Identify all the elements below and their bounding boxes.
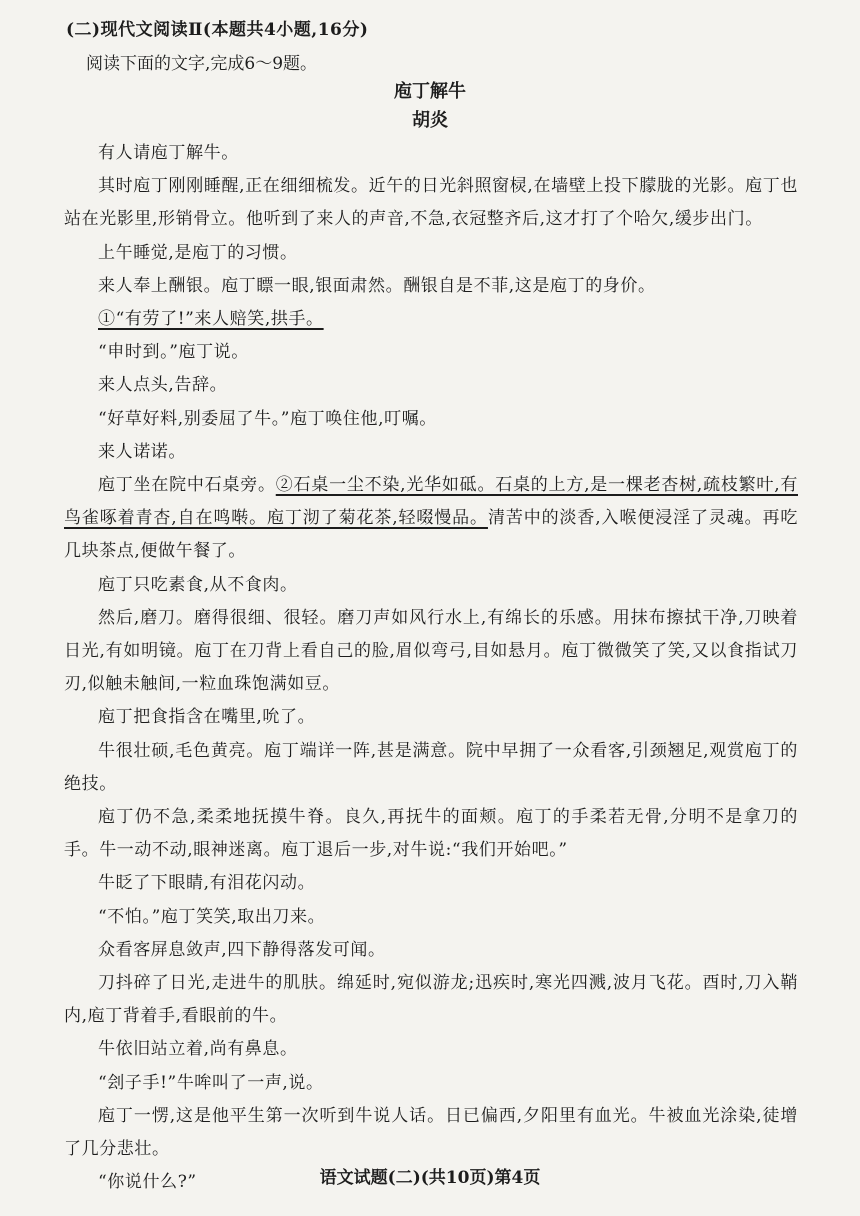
paragraph: 其时庖丁刚刚睡醒,正在细细梳发。近午的日光斜照窗棂,在墙壁上投下朦胧的光影。庖丁也站在光影里,形销骨立。他听到了来人的声音,不急,衣冠整齐后,这才打了个哈欠,缓步出门。 [64, 176, 798, 230]
paragraph: 庖丁一愣,这是他平生第一次听到牛说人话。日已偏西,夕阳里有血光。牛被血光涂染,徒增了几分悲壮。 [64, 1105, 798, 1160]
paragraph: 来人诺诺。 [98, 441, 186, 462]
paragraph: 有人请庖丁解牛。 [98, 143, 239, 163]
paragraph: 牛依旧站立着,尚有鼻息。 [98, 1039, 298, 1060]
paragraph: 众看客屏息敛声,四下静得落发可闻。 [98, 939, 386, 960]
paragraph: 上午睡觉,是庖丁的习惯。 [98, 242, 298, 263]
paragraph-marked-2 [64, 469, 798, 569]
paragraph: “好草好料,别委屈了牛。”庖丁唤住他,叮嘱。 [98, 408, 437, 429]
article-title: 庖丁解牛 [394, 81, 466, 102]
underlined-sentence-1: ①“有劳了!”来人赔笑,拱手。 [98, 309, 324, 330]
paragraph: 庖丁只吃素食,从不食肉。 [98, 574, 298, 595]
paragraph: 庖丁把食指含在嘴里,吮了。 [98, 707, 316, 728]
paragraph: 来人点头,告辞。 [98, 375, 228, 396]
article-body [64, 137, 798, 1200]
paragraph: 牛眨了下眼睛,有泪花闪动。 [98, 873, 316, 894]
paragraph: 牛很壮硕,毛色黄亮。庖丁端详一阵,甚是满意。院中早拥了一众看客,引颈翘足,观赏庖丁的绝技。 [64, 740, 798, 794]
paragraph: 来人奉上酬银。庖丁瞟一眼,银面肃然。酬银自是不菲,这是庖丁的身价。 [98, 275, 656, 296]
paragraph: “申时到。”庖丁说。 [98, 342, 249, 363]
paragraph-marked-1 [64, 303, 798, 336]
reading-instruction: 阅读下面的文字,完成6～9题。 [86, 54, 318, 74]
article-author: 胡炎 [412, 110, 448, 131]
paragraph: 刀抖碎了日光,走进牛的肌肤。绵延时,宛似游龙;迅疾时,寒光四溅,波月飞花。酉时,刀入鞘内,庖丁背着手,看眼前的牛。 [64, 973, 798, 1027]
page-footer: 语文试题(二)(共10页)第4页 [319, 1168, 541, 1188]
paragraph: “不怕。”庖丁笑笑,取出刀来。 [98, 906, 326, 927]
section-header: (二)现代文阅读Ⅱ(本题共4小题,16分) [66, 20, 369, 40]
paragraph: 庖丁仍不急,柔柔地抚摸牛脊。良久,再抚牛的面颊。庖丁的手柔若无骨,分明不是拿刀的手。牛一动不动,眼神迷离。庖丁退后一步,对牛说:“我们开始吧。” [64, 807, 798, 861]
paragraph: “刽子手!”牛哞叫了一声,说。 [98, 1072, 324, 1093]
paragraph-tail: 清苦中的淡香,入喉便浸淫了灵魂。再吃几块茶点,便做午餐了。 [64, 508, 799, 562]
paragraph-lead: 庖丁坐在院中石桌旁。 [98, 475, 276, 496]
paragraph: “你说什么?” [98, 1172, 197, 1193]
underlined-sentence-2: ②石桌一尘不染,光华如砥。石桌的上方,是一棵老杏树,疏枝繁叶,有鸟雀啄着青杏,自在鸣啭。庖丁沏了菊花茶,轻啜慢品。 [64, 475, 798, 529]
paragraph: 然后,磨刀。磨得很细、很轻。磨刀声如风行水上,有绵长的乐感。用抹布擦拭干净,刀映着日光,有如明镜。庖丁在刀背上看自己的脸,眉似弯弓,目如悬月。庖丁微微笑了笑,又以食指试刀刃,似触未触间,一粒血珠饱满如豆。 [64, 607, 798, 695]
